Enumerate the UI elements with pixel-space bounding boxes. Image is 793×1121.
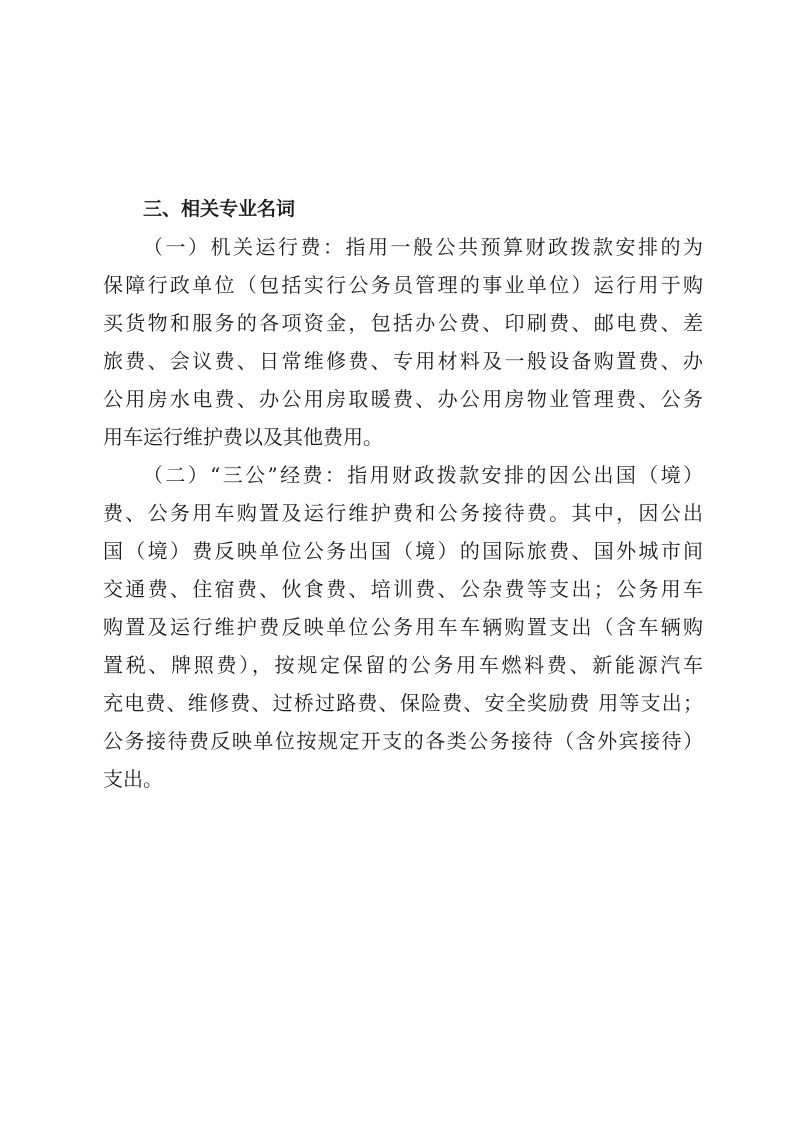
text-line: 置税、牌照费），按规定保留的公务用车燃料费、新能源汽车	[103, 653, 703, 677]
text-line: 保障行政单位（包括实行公务员管理的事业单位）运行用于购	[103, 273, 703, 297]
text-line: 买货物和服务的各项资金，包括办公费、印刷费、邮电费、差	[103, 311, 703, 335]
text-line: 费、公务用车购置及运行维护费和公务接待费。其中，因公出	[103, 501, 703, 525]
text-line: 交通费、住宿费、伙食费、培训费、公杂费等支出；公务用车	[103, 577, 703, 601]
section-heading: 三、相关专业名词	[143, 198, 296, 220]
text-line: 旅费、会议费、日常维修费、专用材料及一般设备购置费、办	[103, 349, 703, 373]
document-body	[103, 190, 703, 798]
text-line: （一）机关运行费：指用一般公共预算财政拨款安排的为	[143, 235, 703, 259]
paragraph-agency-operating-expenses	[103, 228, 703, 456]
text-line: 用车运行维护费以及其他费用。	[103, 425, 383, 449]
text-line: 公用房水电费、办公用房取暖费、办公用房物业管理费、公务	[103, 387, 703, 411]
text-line: 国（境）费反映单位公务出国（境）的国际旅费、国外城市间	[103, 539, 703, 563]
text-line: 公务接待费反映单位按规定开支的各类公务接待（含外宾接待）	[103, 729, 703, 753]
text-line: （二）“三公”经费：指用财政拨款安排的因公出国（境）	[143, 463, 703, 487]
text-line: 充电费、维修费、过桥过路费、保险费、安全奖励费 用等支出；	[103, 691, 703, 715]
text-line: 购置及运行维护费反映单位公务用车车辆购置支出（含车辆购	[103, 615, 703, 639]
paragraph-three-public-expenses	[103, 456, 703, 798]
text-line: 支出。	[103, 767, 163, 791]
